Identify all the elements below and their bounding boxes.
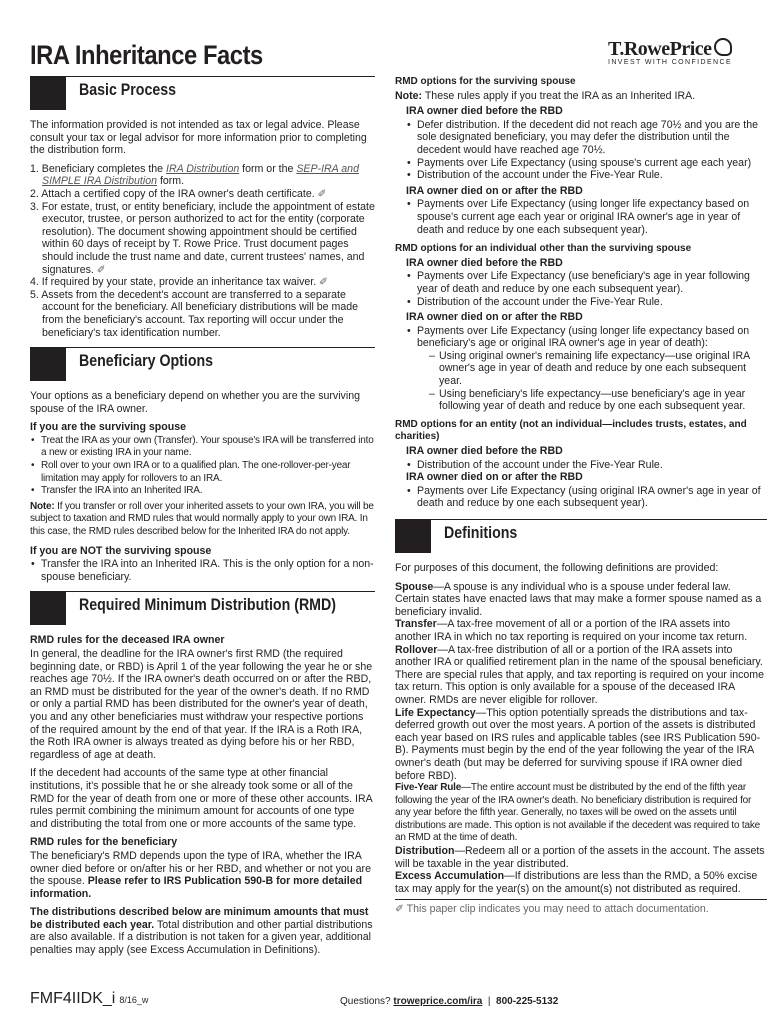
definition-item <box>395 782 767 845</box>
logo-brand: T.RowePrice <box>608 38 712 60</box>
nonspouse-options <box>30 558 375 583</box>
definition-term: Rollover <box>395 643 438 656</box>
definition-term: Spouse <box>395 580 434 593</box>
section-title: Basic Process <box>79 81 177 99</box>
definition-item <box>395 870 767 895</box>
entity-rmd-heading: RMD options for an entity (not an individual—includes trusts, estates, and charities) <box>395 418 747 443</box>
section-header-basic <box>30 76 375 110</box>
paperclip-icon: ✐ <box>319 276 329 289</box>
section-marker <box>30 592 66 625</box>
definition-item <box>395 618 767 643</box>
list-item: • Distribution of the account under the Five-Year Rule. <box>395 459 767 472</box>
section-header-rmd <box>30 591 375 625</box>
definition-text: —A tax-free movement of all or a portion of the IRA assets into another IRA in which no tax reporting is required on your income tax return. <box>395 618 748 643</box>
section-marker <box>30 348 66 381</box>
individual-after-list <box>395 325 767 350</box>
ira-distribution-link[interactable]: IRA Distribution <box>166 162 240 175</box>
list-item: • Payments over Life Expectancy (use beneficiary's age in year following year of death and reduce by one each subsequent year). <box>395 270 767 295</box>
definition-item <box>395 644 767 707</box>
individual-dash-list <box>429 350 767 413</box>
step-4: 4. If required by your state, provide an inheritance tax waiver. ✐ <box>30 276 329 289</box>
after-rbd-heading: IRA owner died on or after the RBD <box>406 311 583 324</box>
beneficiary-note: Note: If you transfer or roll over your inherited assets to your own IRA, you will be subject to taxation and RMD rules that would normally apply to your own IRA. In this case, the RMD rules described below for the Inherited IRA do not apply. <box>30 500 374 538</box>
ram-icon <box>714 38 732 56</box>
spouse-before-list <box>395 119 767 182</box>
section-marker <box>395 520 431 553</box>
section-marker <box>30 77 66 110</box>
list-item: • Payments over Life Expectancy (using original IRA owner's age in year of death and reduce by one each subsequent year). <box>395 485 767 510</box>
definition-item <box>395 845 767 870</box>
step-2: 2. Attach a certified copy of the IRA owner's death certificate. ✐ <box>30 187 327 200</box>
section-title: Definitions <box>444 524 518 542</box>
list-item: • Distribution of the account under the Five-Year Rule. <box>395 169 767 182</box>
rmd-paragraph-3: The beneficiary's RMD depends upon the type of IRA, whether the IRA owner died before or on/after his or her RBD, and whether or not you are the spouse. Please refer to IRS Publication 590-B for more detailed information. <box>30 849 371 900</box>
spouse-rmd-heading: RMD options for the surviving spouse <box>395 76 576 87</box>
footer <box>30 990 770 1012</box>
list-item: • Transfer the IRA into an Inherited IRA. <box>30 485 375 498</box>
definitions-intro: For purposes of this document, the following definitions are provided: <box>395 562 719 574</box>
definition-term: Transfer <box>395 618 437 631</box>
nonspouse-heading: If you are NOT the surviving spouse <box>30 544 212 557</box>
list-item: • Payments over Life Expectancy (using longer life expectancy based on spouse's current age each year or original IRA owner's age in year of death and reduce by one each subsequent year). <box>395 198 767 236</box>
after-rbd-heading: IRA owner died on or after the RBD <box>406 471 583 484</box>
definition-term: Excess Accumulation <box>395 870 505 883</box>
basic-steps <box>30 163 375 339</box>
individual-before-list <box>395 270 767 308</box>
sep-simple-link[interactable]: SEP-IRA and SIMPLE IRA Distribution <box>42 162 359 188</box>
rmd-beneficiary-heading: RMD rules for the beneficiary <box>30 836 178 849</box>
definitions-list <box>395 581 767 896</box>
list-item: • Payments over Life Expectancy (using longer life expectancy based on beneficiary's age or original IRA owner's age in year of death): <box>395 325 767 350</box>
list-item: – Using beneficiary's life expectancy—use beneficiary's age in year following year of death and reduce by one each subsequent year. <box>429 388 767 413</box>
rmd-paragraph-2: If the decedent had accounts of the same type at other financial institutions, it's possible that he or she already took some or all of the RMD for the year of death from one or more of these other accounts. IRA rules permit combining the minimum amount for accounts of one type and distributing the total from one or more accounts of the same type. <box>30 767 373 830</box>
before-rbd-heading: IRA owner died before the RBD <box>406 105 563 118</box>
list-item: • Roll over to your own IRA or to a qualified plan. The one-rollover-per-year limitation may apply for rollovers to an IRA. <box>30 460 375 485</box>
step-5: 5. Assets from the decedent's account are transferred to a separate account for the beneficiary. All beneficiary distributions will be made from the beneficiary's account. Tax reporting will occur under the beneficiary's tax identification number. <box>30 288 359 339</box>
paperclip-icon: ✐ <box>96 263 106 276</box>
phone-number: 800-225-5132 <box>496 996 559 1007</box>
paperclip-icon: ✐ <box>317 187 327 200</box>
spouse-heading: If you are the surviving spouse <box>30 421 187 434</box>
list-item: • Distribution of the account under the Five-Year Rule. <box>395 296 767 309</box>
spouse-options <box>30 435 375 498</box>
entity-after-list <box>395 485 767 510</box>
list-item: • Transfer the IRA into an Inherited IRA. This is the only option for a non-spouse beneficiary. <box>30 558 375 583</box>
definition-text: —This option potentially spreads the distributions and tax-deferred growth out over the most years. A portion of the assets is distributed each year based on IRS rules and applicable tables (see IRS Publication 590-B). Payments must begin by the end of the year following the year of the IRA owner's death (but may be deferred for surviving spouse if IRA owner died before RBD). <box>395 706 761 782</box>
list-item: • Payments over Life Expectancy (using spouse's current age each year) <box>395 157 767 170</box>
step-3: 3. For estate, trust, or entity beneficiary, include the appointment of estate executor, trustee, or person authorized to act for the entity (corporate resolution). The document showing appointment should be certified within 60 days of receipt by T. Rowe Price. Trust document pages should include the trust name and date, current trustees' names, and signatures. ✐ <box>30 200 375 276</box>
definition-text: —A tax-free distribution of all or a portion of the IRA assets into another IRA or qualified retirement plan in the name of the spousal beneficiary. There are special rules that apply, and tax reporting is required on your income tax return. This option is only available for a spouse of the deceased IRA owner. RMDs are never eligible for rollover. <box>395 643 765 706</box>
paperclip-note: ✐ This paper clip indicates you may need to attach documentation. <box>395 899 767 916</box>
definition-text: —Redeem all or a portion of the assets in the account. The assets will be taxable in the year distributed. <box>395 845 765 870</box>
rmd-paragraph-1: In general, the deadline for the IRA owner's first RMD (the required beginning date, or RBD) is April 1 of the year following the year he or she reaches age 70½. If the IRA owner's death occurred on or after the RBD, an RMD must be distributed for the year of the owner's death. If no RMD or only a partial RMD has been distributed for the owner's year of death, you and any other beneficiaries must withdraw your respective portions of the required amount by the end of that year. If the IRA is a Roth IRA, the Roth IRA owner is always treated as dying before his or her RBD, regardless of age at death. <box>30 648 373 761</box>
page-title: IRA Inheritance Facts <box>30 40 263 70</box>
step-1: 1. Beneficiary completes the IRA Distribution form or the SEP-IRA and SIMPLE IRA Distribution form. <box>30 162 359 188</box>
definition-text: —If distributions are less than the RMD, a 50% excise tax may apply for the year(s) on the amount(s) not distributed as required. <box>395 870 758 895</box>
list-item: • Treat the IRA as your own (Transfer). Your spouse's IRA will be transferred into a new or existing IRA in your name. <box>30 435 375 460</box>
list-item: • Defer distribution. If the decedent did not reach age 70½ and you are the sole designated beneficiary, you may defer the distribution until the decedent would have reached age 70½. <box>395 119 767 157</box>
section-title: Beneficiary Options <box>79 352 214 371</box>
logo-tagline: INVEST WITH CONFIDENCE <box>608 59 733 66</box>
entity-before-list <box>395 459 767 472</box>
spouse-after-list <box>395 198 767 236</box>
definition-term: Five-Year Rule <box>395 782 462 794</box>
definition-item <box>395 581 767 619</box>
beneficiary-intro: Your options as a beneficiary depend on whether you are the surviving spouse of the IRA owner. <box>30 390 360 415</box>
before-rbd-heading: IRA owner died before the RBD <box>406 256 563 269</box>
after-rbd-heading: IRA owner died on or after the RBD <box>406 184 583 197</box>
section-header-definitions <box>395 519 767 553</box>
definition-text: —The entire account must be distributed by the end of the fifth year following the year of the IRA owner's death. No beneficiary distribution is required for any year before the fifth year. Generally, no taxes will be owed on the assets until distributions are made. This option is not available if the decedent was required to take an RMD at the time of death. <box>395 782 761 844</box>
right-column <box>395 76 767 916</box>
rmd-deceased-heading: RMD rules for the deceased IRA owner <box>30 634 225 647</box>
individual-rmd-heading: RMD options for an individual other than the surviving spouse <box>395 243 692 255</box>
section-title: Required Minimum Distribution (RMD) <box>79 596 336 615</box>
website-link[interactable]: troweprice.com/ira <box>393 996 483 1007</box>
list-item: – Using original owner's remaining life expectancy—use original IRA owner's age in year of death and reduce by one each subsequent year. <box>429 350 767 388</box>
before-rbd-heading: IRA owner died before the RBD <box>406 445 563 458</box>
spouse-rmd-note: Note: These rules apply if you treat the IRA as an Inherited IRA. <box>395 89 696 102</box>
section-header-beneficiary <box>30 347 375 381</box>
contact-info: Questions? troweprice.com/ira | 800-225-5132 <box>340 996 559 1007</box>
left-column <box>30 76 375 963</box>
form-date: 8/16_w <box>119 995 149 1005</box>
basic-intro: The information provided is not intended as tax or legal advice. Please consult your tax or legal advisor for more information prior to completing the distribution form. <box>30 119 367 157</box>
rmd-paragraph-4: The distributions described below are minimum amounts that must be distributed each year. Total distribution and other partial distributions are also available. If a distribution is not taken for a given year, additional penalties may apply (see Excess Accumulation in Definitions). <box>30 906 373 957</box>
form-code: FMF4IIDK_i 8/16_w <box>30 990 149 1007</box>
definition-text: —A spouse is any individual who is a spouse under federal law. Certain states have enacted laws that may make a former spouse named as a beneficiary invalid. <box>395 580 762 618</box>
definition-term: Life Expectancy <box>395 706 476 719</box>
definition-term: Distribution <box>395 845 455 858</box>
definition-item <box>395 707 767 783</box>
company-logo <box>608 38 768 66</box>
